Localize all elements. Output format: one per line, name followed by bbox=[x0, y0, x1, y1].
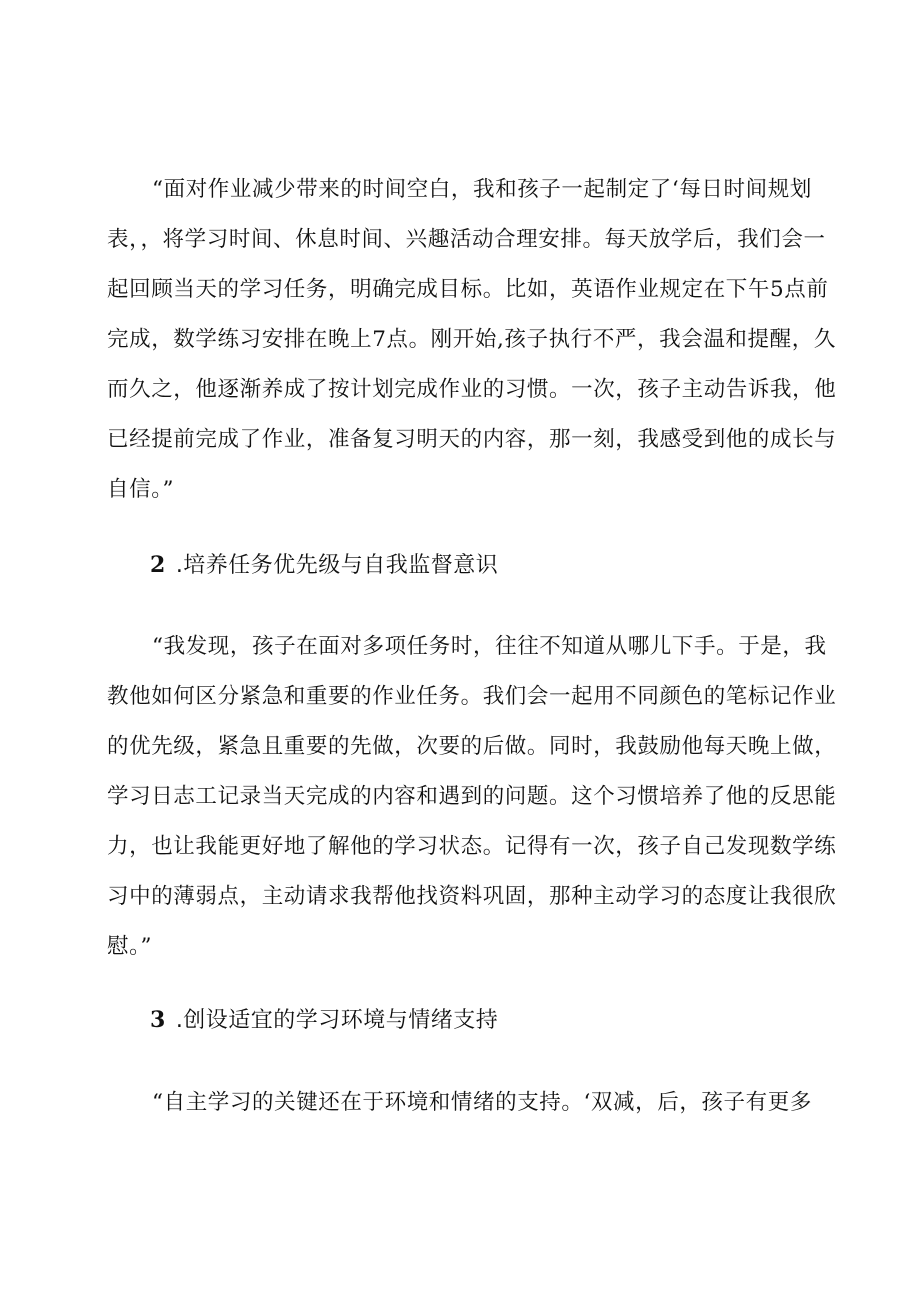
paragraph-line: 起回顾当天的学习任务，明确完成目标。比如，英语作业规定在下午5点前 bbox=[107, 277, 829, 302]
paragraph-line: 自信。” bbox=[107, 477, 175, 502]
paragraph-line: 表，，将学习时间、休息时间、兴趣活动合理安排。每天放学后，我们会一 bbox=[107, 227, 826, 252]
section-number: 3 bbox=[150, 1007, 166, 1033]
paragraph-line: 学习日志工记录当天完成的内容和遇到的问题。这个习惯培养了他的反思能 bbox=[107, 784, 837, 809]
section-heading-3 bbox=[150, 1006, 498, 1034]
paragraph-line: 力，也让我能更好地了解他的学习状态。记得有一次，孩子自己发现数学练 bbox=[107, 834, 837, 859]
section-heading-2 bbox=[150, 551, 498, 579]
paragraph-line: 慰。” bbox=[107, 934, 153, 959]
paragraph-line: 已经提前完成了作业，准备复习明天的内容，那一刻，我感受到他的成长与 bbox=[107, 427, 837, 452]
paragraph-line: “面对作业减少带来的时间空白，我和孩子一起制定了‘每日时间规划 bbox=[152, 177, 812, 202]
paragraph-line: “我发现，孩子在面对多项任务时，往往不知道从哪儿下手。于是，我 bbox=[152, 634, 827, 659]
paragraph-line: 的优先级，紧急且重要的先做，次要的后做。同时，我鼓励他每天晚上做， bbox=[107, 734, 837, 759]
section-number: 2 bbox=[150, 552, 166, 578]
paragraph-line: 教他如何区分紧急和重要的作业任务。我们会一起用不同颜色的笔标记作业 bbox=[107, 684, 837, 709]
paragraph-line: 而久之，他逐渐养成了按计划完成作业的习惯。一次，孩子主动告诉我，他 bbox=[107, 377, 837, 402]
section-title: .创设适宜的学习环境与情绪支持 bbox=[175, 1008, 499, 1033]
paragraph-line: 习中的薄弱点，主动请求我帮他找资料巩固，那种主动学习的态度让我很欣 bbox=[107, 884, 837, 909]
paragraph-line: 完成，数学练习安排在晚上7点。刚开始,孩子执行不严，我会温和提醒，久 bbox=[107, 327, 836, 352]
section-title: .培养任务优先级与自我监督意识 bbox=[175, 553, 499, 578]
paragraph-line: “自主学习的关键还在于环境和情绪的支持。‘双减，后，孩子有更多 bbox=[152, 1090, 812, 1115]
